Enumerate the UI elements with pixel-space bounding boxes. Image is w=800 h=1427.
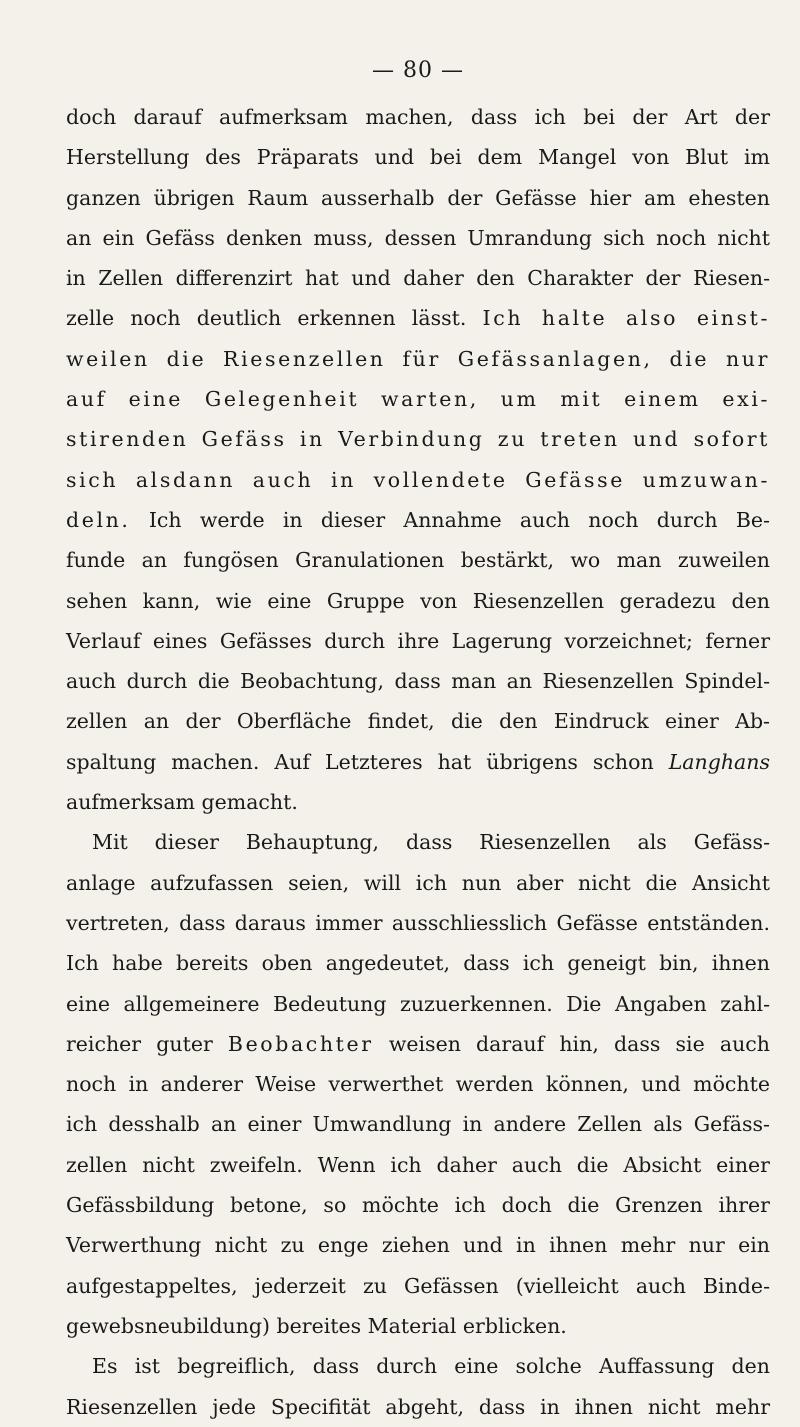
text-line: auch durch die Beobachtung, dass man an Riesenzellen Spindel- — [66, 669, 770, 694]
text-line — [66, 298, 770, 338]
text-line: an ein Gefäss denken muss, dessen Umrandung sich noch nicht — [66, 225, 770, 250]
text-line: sehen kann, wie eine Gruppe von Riesenzellen geradezu den — [66, 588, 770, 613]
text-line: aufgestappeltes, jederzeit zu Gefässen (vielleicht auch Binde- — [66, 1273, 770, 1298]
text-line — [66, 742, 770, 782]
text-line: Ich habe bereits oben angedeutet, dass ich geneigt bin, ihnen — [66, 951, 770, 976]
text-segment: zelle noch deutlich erkennen lässt. — [66, 306, 467, 331]
emphasized-line: sich alsdann auch in vollendete Gefässe umzuwan- — [66, 467, 770, 492]
text-line: Riesenzellen jede Specifität abgeht, dass in ihnen nicht mehr — [66, 1394, 770, 1419]
text-line: eine allgemeinere Bedeutung zuzuerkennen. Die Angaben zahl- — [66, 991, 770, 1016]
text-line: funde an fungösen Granulationen bestärkt, wo man zuweilen — [66, 548, 770, 573]
text-line: zellen an der Oberfläche findet, die den Eindruck einer Ab- — [66, 709, 770, 734]
emphasized-text: Beobachter — [227, 1031, 374, 1056]
text-line: Verlauf eines Gefässes durch ihre Lagerung vorzeichnet; ferner — [66, 628, 770, 653]
text-line: vertreten, dass daraus immer ausschliesslich Gefässe entständen. — [66, 910, 770, 935]
emphasized-text: deln. — [66, 507, 131, 532]
text-line: in Zellen differenzirt hat und daher den Charakter der Riesen- — [66, 266, 770, 291]
text-segment: spaltung machen. Auf Letzteres hat übrigens schon — [66, 749, 654, 774]
text-line: ich desshalb an einer Umwandlung in andere Zellen als Gefäss- — [66, 1112, 770, 1137]
author-name-italic: Langhans — [668, 749, 770, 774]
page-number: — 80 — — [372, 58, 464, 83]
text-line: aufmerksam gemacht. — [66, 790, 298, 815]
text-segment: Ich werde in dieser Annahme auch noch durch Be- — [148, 507, 770, 532]
text-segment: reicher guter — [66, 1031, 213, 1056]
paragraph-start-line: Mit dieser Behauptung, dass Riesenzellen als Gefäss- — [92, 830, 770, 855]
text-line: doch darauf aufmerksam machen, dass ich bei der Art der — [66, 105, 770, 129]
text-line: Gefässbildung betone, so möchte ich doch die Grenzen ihrer — [66, 1193, 770, 1218]
text-line: ganzen übrigen Raum ausserhalb der Gefässe hier am ehesten — [66, 185, 770, 210]
body-text — [66, 97, 770, 1427]
emphasized-line: weilen die Riesenzellen für Gefässanlagen, die nur — [66, 346, 770, 371]
text-line: zellen nicht zweifeln. Wenn ich daher auch die Absicht einer — [66, 1152, 770, 1177]
text-line: noch in anderer Weise verwerthet werden können, und möchte — [66, 1072, 770, 1097]
text-line: Verwerthung nicht zu enge ziehen und in ihnen mehr nur ein — [66, 1233, 770, 1258]
text-segment: weisen darauf hin, dass sie auch — [388, 1031, 770, 1056]
emphasized-line: auf eine Gelegenheit warten, um mit einem exi- — [66, 387, 770, 412]
emphasized-line: stirenden Gefäss in Verbindung zu treten und sofort — [66, 427, 770, 452]
text-line — [66, 1024, 770, 1064]
text-line: Herstellung des Präparats und bei dem Mangel von Blut im — [66, 145, 770, 170]
emphasized-text: Ich halte also einst- — [482, 306, 770, 331]
paragraph-start-line: Es ist begreiflich, dass durch eine solche Auffassung den — [92, 1354, 770, 1379]
text-line — [66, 500, 770, 540]
text-line: gewebsneubildung) bereites Material erblicken. — [66, 1313, 567, 1338]
text-line: anlage aufzufassen seien, will ich nun aber nicht die Ansicht — [66, 870, 770, 895]
